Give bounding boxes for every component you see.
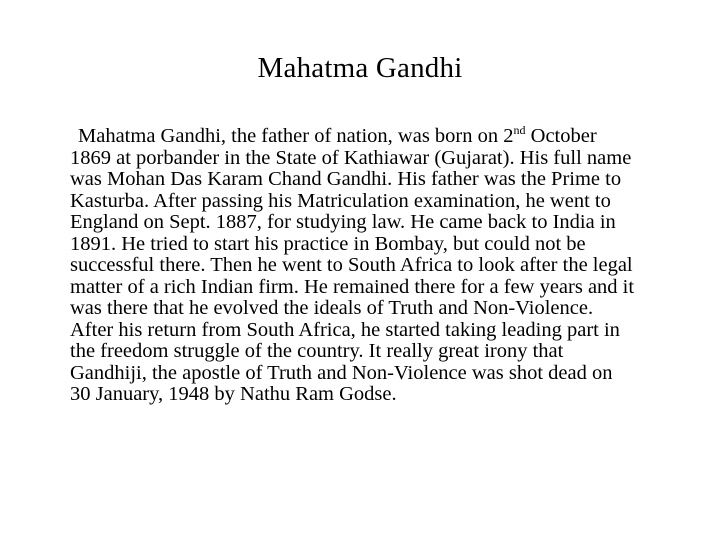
paragraph-line: the freedom struggle of the country. It really great irony that xyxy=(70,340,564,362)
paragraph-line: 1891. He tried to start his practice in Bombay, but could not be xyxy=(70,232,586,255)
paragraph-line: 1869 at porbander in the State of Kathiawar (Gujarat). His full name xyxy=(70,146,632,169)
biography-paragraph xyxy=(70,123,682,406)
paragraph-line: After his return from South Africa, he started taking leading part in xyxy=(70,318,620,341)
page-title: Mahatma Gandhi xyxy=(257,52,463,84)
paragraph-line: matter of a rich Indian firm. He remained there for a few years and it xyxy=(70,275,635,298)
paragraph-line-text: October xyxy=(525,125,597,147)
paragraph-line: successful there. Then he went to South Africa to look after the legal xyxy=(70,254,633,276)
paragraph-line: was there that he evolved the ideals of Truth and Non-Violence. xyxy=(70,297,594,319)
paragraph-line: was Mohan Das Karam Chand Gandhi. His father was the Prime to xyxy=(70,168,622,190)
paragraph-line: 30 January, 1948 by Nathu Ram Godse. xyxy=(70,383,397,405)
paragraph-line: Gandhiji, the apostle of Truth and Non-Violence was shot dead on xyxy=(70,361,613,384)
paragraph-line: Kasturba. After passing his Matriculation examination, he went to xyxy=(70,189,611,212)
paragraph-line: England on Sept. 1887, for studying law. He came back to India in xyxy=(70,211,616,233)
paragraph-line xyxy=(70,123,682,148)
ordinal-superscript: nd xyxy=(513,123,526,137)
paragraph-line-text: Mahatma Gandhi, the father of nation, was born on 2 xyxy=(78,125,514,147)
